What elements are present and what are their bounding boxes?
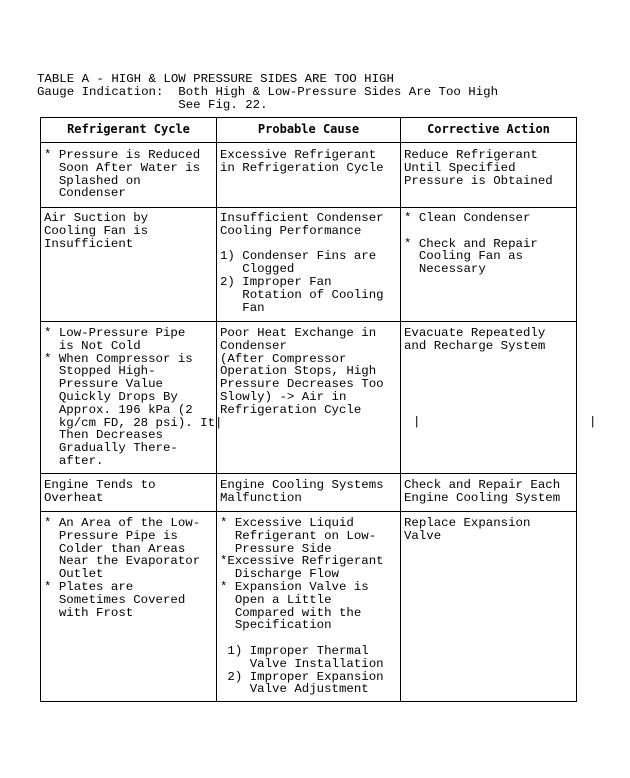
rule-col-2 [400,117,401,702]
row-1-cause: Excessive Refrigerant in Refrigeration Cycle [220,148,384,175]
stray-bar-2: | [589,415,597,429]
column-header-refrigerant-cycle: Refrigerant Cycle [67,122,190,136]
row-3-cycle: * Low-Pressure Pipe is Not Cold * When Compressor is Stopped High- Pressure Value Quickly Drops By Approx. 196 kPa (2 kg/cm FD, 28 psi). It| Then Decreases Gradually There- after. [44,326,223,468]
gauge-indication: Gauge Indication: Both High & Low-Pressure Sides Are Too High [37,84,499,99]
row-4-cause: Engine Cooling Systems Malfunction [220,478,384,505]
table-caption [37,73,498,111]
rule-row-2 [40,321,577,322]
row-1-action: Reduce Refrigerant Until Specified Pressure is Obtained [404,148,553,188]
rule-header-bottom [40,142,577,143]
row-5-cause: * Excessive Liquid Refrigerant on Low- Pressure Side *Excessive Refrigerant Discharge Flow * Expansion Valve is Open a Little Compared with the Specification 1) Improper Thermal Valve Installation 2) Improper Expansion Valve Adjustment [220,516,384,697]
row-2-cause: Insufficient Condenser Cooling Performance 1) Condenser Fins are Clogged 2) Improper Fan Rotation of Cooling Fan [220,211,384,315]
rule-bottom [40,701,577,702]
row-4-cycle: Engine Tends to Overheat [44,478,156,505]
troubleshooting-table [40,117,597,702]
row-3-cause: Poor Heat Exchange in Condenser (After Compressor Operation Stops, High Pressure Decreases Too Slowly) -> Air in Refrigeration Cycle [220,326,384,417]
figure-reference: See Fig. 22. [37,97,268,112]
rule-row-1 [40,207,577,208]
rule-row-4 [40,511,577,512]
column-header-corrective-action: Corrective Action [427,122,550,136]
row-4-action: Check and Repair Each Engine Cooling System [404,478,561,505]
row-2-cycle: Air Suction by Cooling Fan is Insufficient [44,211,149,251]
rule-row-3 [40,473,577,474]
column-header-probable-cause: Probable Cause [257,122,360,136]
rule-right [576,117,577,702]
table-title: TABLE A - HIGH & LOW PRESSURE SIDES ARE TOO HIGH [37,72,394,86]
stray-bar-1: | [413,415,421,429]
row-5-cycle: * An Area of the Low- Pressure Pipe is Colder than Areas Near the Evaporator Outlet * Plates are Sometimes Covered with Frost [44,516,201,620]
row-1-cycle: * Pressure is Reduced Soon After Water is Splashed on Condenser [44,148,201,201]
row-5-action: Replace Expansion Valve [404,516,531,543]
row-3-action: Evacuate Repeatedly and Recharge System [404,326,546,353]
rule-top [40,117,577,118]
rule-left [40,117,41,702]
row-2-action: * Clean Condenser * Check and Repair Cooling Fan as Necessary [404,211,538,277]
